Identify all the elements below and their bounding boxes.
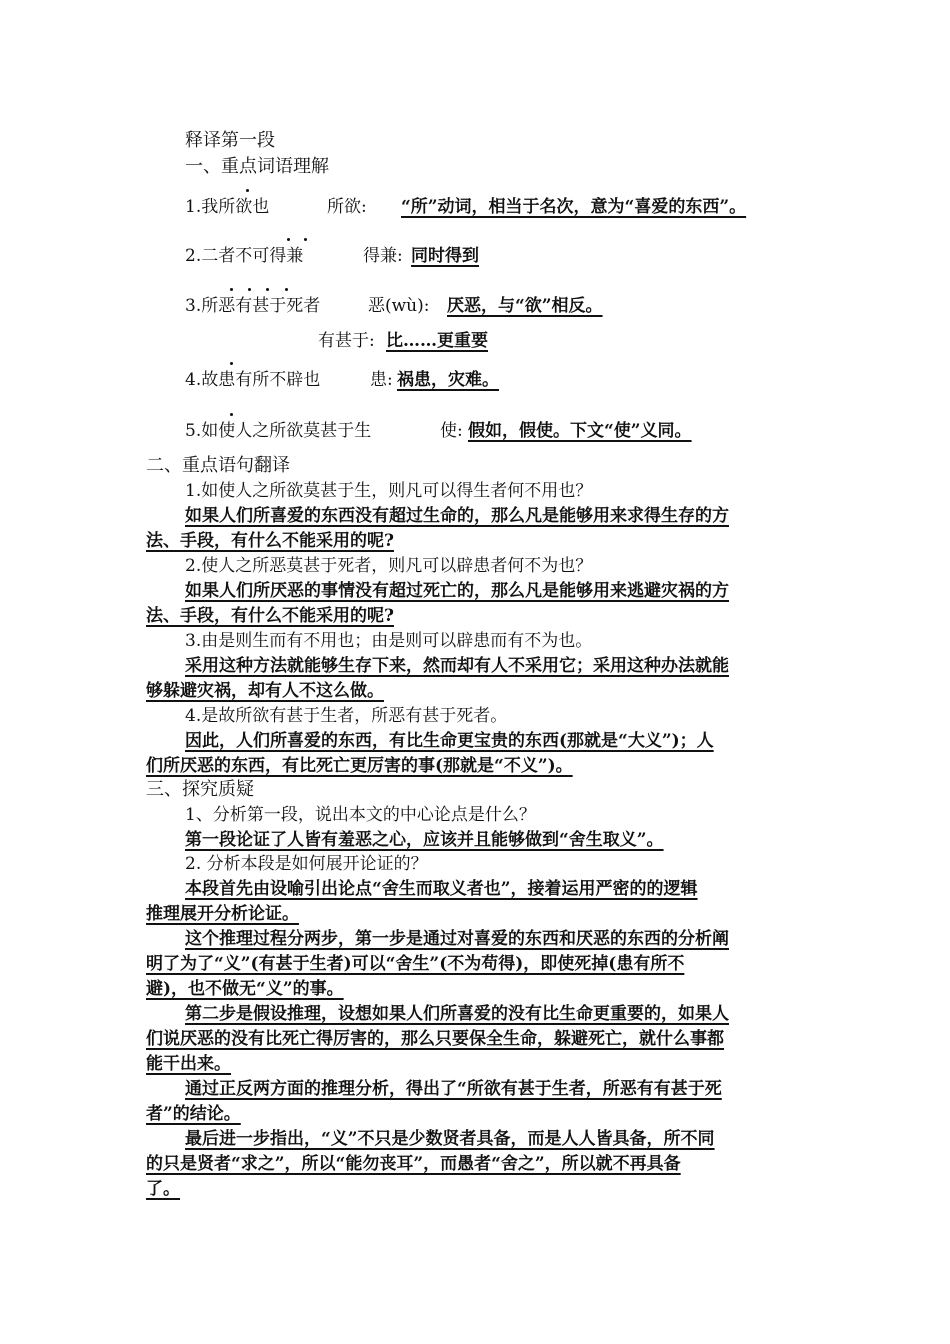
analysis-para-3-line1: 第二步是假设推理，设想如果人们所喜爱的没有比生命更重要的，如果人 (185, 1004, 729, 1024)
analysis-para-4-line1: 通过正反两方面的推理分析，得出了“所欲有甚于生者，所恶有有甚于死 (185, 1079, 722, 1099)
analysis-para-2-line1: 这个推理过程分两步，第一步是通过对喜爱的东西和厌恶的东西的分析阐 (185, 929, 729, 949)
emphasis-dot (285, 288, 288, 291)
emphasis-dot (246, 189, 249, 192)
analysis-para-3-line3: 能干出来。 (146, 1054, 231, 1074)
translation-4-question: 4.是故所欲有甚于生者，所恶有甚于死者。 (185, 706, 508, 726)
emphasis-dot (230, 288, 233, 291)
analysis-para-2-line2: 明了为了“义”(有甚于生者)可以“舍生”(不为苟得)，即使死掉(患有所不 (146, 954, 685, 974)
translation-2-answer-line2: 法、手段，有什么不能采用的呢? (146, 606, 394, 626)
vocab-item-1-question: 1.我所欲也 (185, 197, 270, 217)
emphasis-dot (266, 288, 269, 291)
analysis-para-4-line2: 者”的结论。 (146, 1104, 241, 1124)
vocab-item-4-question: 4.故患有所不辟也 (185, 370, 321, 390)
emphasis-dot (304, 238, 307, 241)
section2-heading: 二、重点语句翻译 (146, 455, 290, 476)
inquiry-answer-1: 第一段论证了人皆有羞恶之心，应该并且能够做到“舍生取义”。 (185, 830, 664, 850)
translation-3-answer-line1: 采用这种方法就能够生存下来，然而却有人不采用它；采用这种办法就能 (185, 656, 729, 676)
vocab-item-5-term: 使: (440, 421, 463, 441)
vocab-item-3b-term: 有甚于: (318, 331, 375, 351)
analysis-para-5-line2: 的只是贤者“求之”，所以“能勿丧耳”，而愚者“舍之”，所以就不再具备 (146, 1154, 681, 1174)
translation-1-answer-line2: 法、手段，有什么不能采用的呢? (146, 531, 394, 551)
vocab-item-5-question: 5.如使人之所欲莫甚于生 (185, 421, 372, 441)
emphasis-dot (248, 288, 251, 291)
analysis-para-3-line2: 们说厌恶的没有比死亡得厉害的，那么只要保全生命，躲避死亡，就什么事都 (146, 1029, 724, 1049)
translation-1-answer-line1: 如果人们所喜爱的东西没有超过生命的，那么凡是能够用来求得生存的方 (185, 506, 729, 526)
vocab-item-3-answer: 厌恶，与“欲”相反。 (447, 296, 603, 316)
vocab-item-2-question: 2.二者不可得兼 (185, 246, 304, 266)
section3-heading: 三、探究质疑 (146, 779, 254, 800)
translation-4-answer-line1: 因此，人们所喜爱的东西，有比生命更宝贵的东西(那就是“大义”)；人 (185, 731, 714, 751)
inquiry-question-2: 2. 分析本段是如何展开论证的？ (185, 854, 428, 874)
vocab-item-2-term: 得兼: (363, 246, 403, 266)
section1-heading: 一、重点词语理解 (185, 156, 329, 177)
translation-3-question: 3.由是则生而有不用也；由是则可以辟患而有不为也。 (185, 631, 593, 651)
vocab-item-5-answer: 假如，假使。下文“使”义同。 (468, 421, 692, 441)
vocab-item-3-question: 3.所恶有甚于死者 (185, 296, 321, 316)
translation-4-answer-line2: 们所厌恶的东西，有比死亡更厉害的事(那就是“不义”)。 (146, 756, 573, 776)
translation-2-question: 2.使人之所恶莫甚于死者，则凡可以辟患者何不为也？ (185, 556, 593, 576)
analysis-para-5-line1: 最后进一步指出，“义”不只是少数贤者具备，而是人人皆具备，所不同 (185, 1129, 715, 1149)
analysis-para-5-line3: 了。 (146, 1179, 180, 1199)
analysis-para-1-line1: 本段首先由设喻引出论点“舍生而取义者也”，接着运用严密的的逻辑 (185, 879, 698, 899)
analysis-para-1-line2: 推理展开分析论证。 (146, 904, 299, 924)
emphasis-dot (230, 413, 233, 416)
translation-3-answer-line2: 够躲避灾祸，却有人不这么做。 (146, 681, 384, 701)
vocab-item-2-answer: 同时得到 (411, 246, 479, 266)
vocab-item-3b-answer: 比……更重要 (386, 331, 488, 351)
translation-1-question: 1.如使人之所欲莫甚于生，则凡可以得生者何不用也？ (185, 481, 593, 501)
vocab-item-1-answer: “所”动词，相当于名次，意为“喜爱的东西”。 (401, 197, 747, 217)
translation-2-answer-line1: 如果人们所厌恶的事情没有超过死亡的，那么凡是能够用来逃避灾祸的方 (185, 581, 729, 601)
vocab-item-3-term: 恶(wù): (368, 296, 430, 316)
emphasis-dot (230, 362, 233, 365)
vocab-item-4-term: 患: (370, 370, 393, 390)
analysis-para-2-line3: 避)，也不做无“义”的事。 (146, 979, 344, 999)
vocab-item-4-answer: 祸患，灾难。 (397, 370, 499, 390)
page-title: 释译第一段 (185, 130, 275, 151)
emphasis-dot (287, 238, 290, 241)
inquiry-question-1: 1、分析第一段，说出本文的中心论点是什么？ (185, 805, 536, 825)
vocab-item-1-term: 所欲: (327, 197, 367, 217)
